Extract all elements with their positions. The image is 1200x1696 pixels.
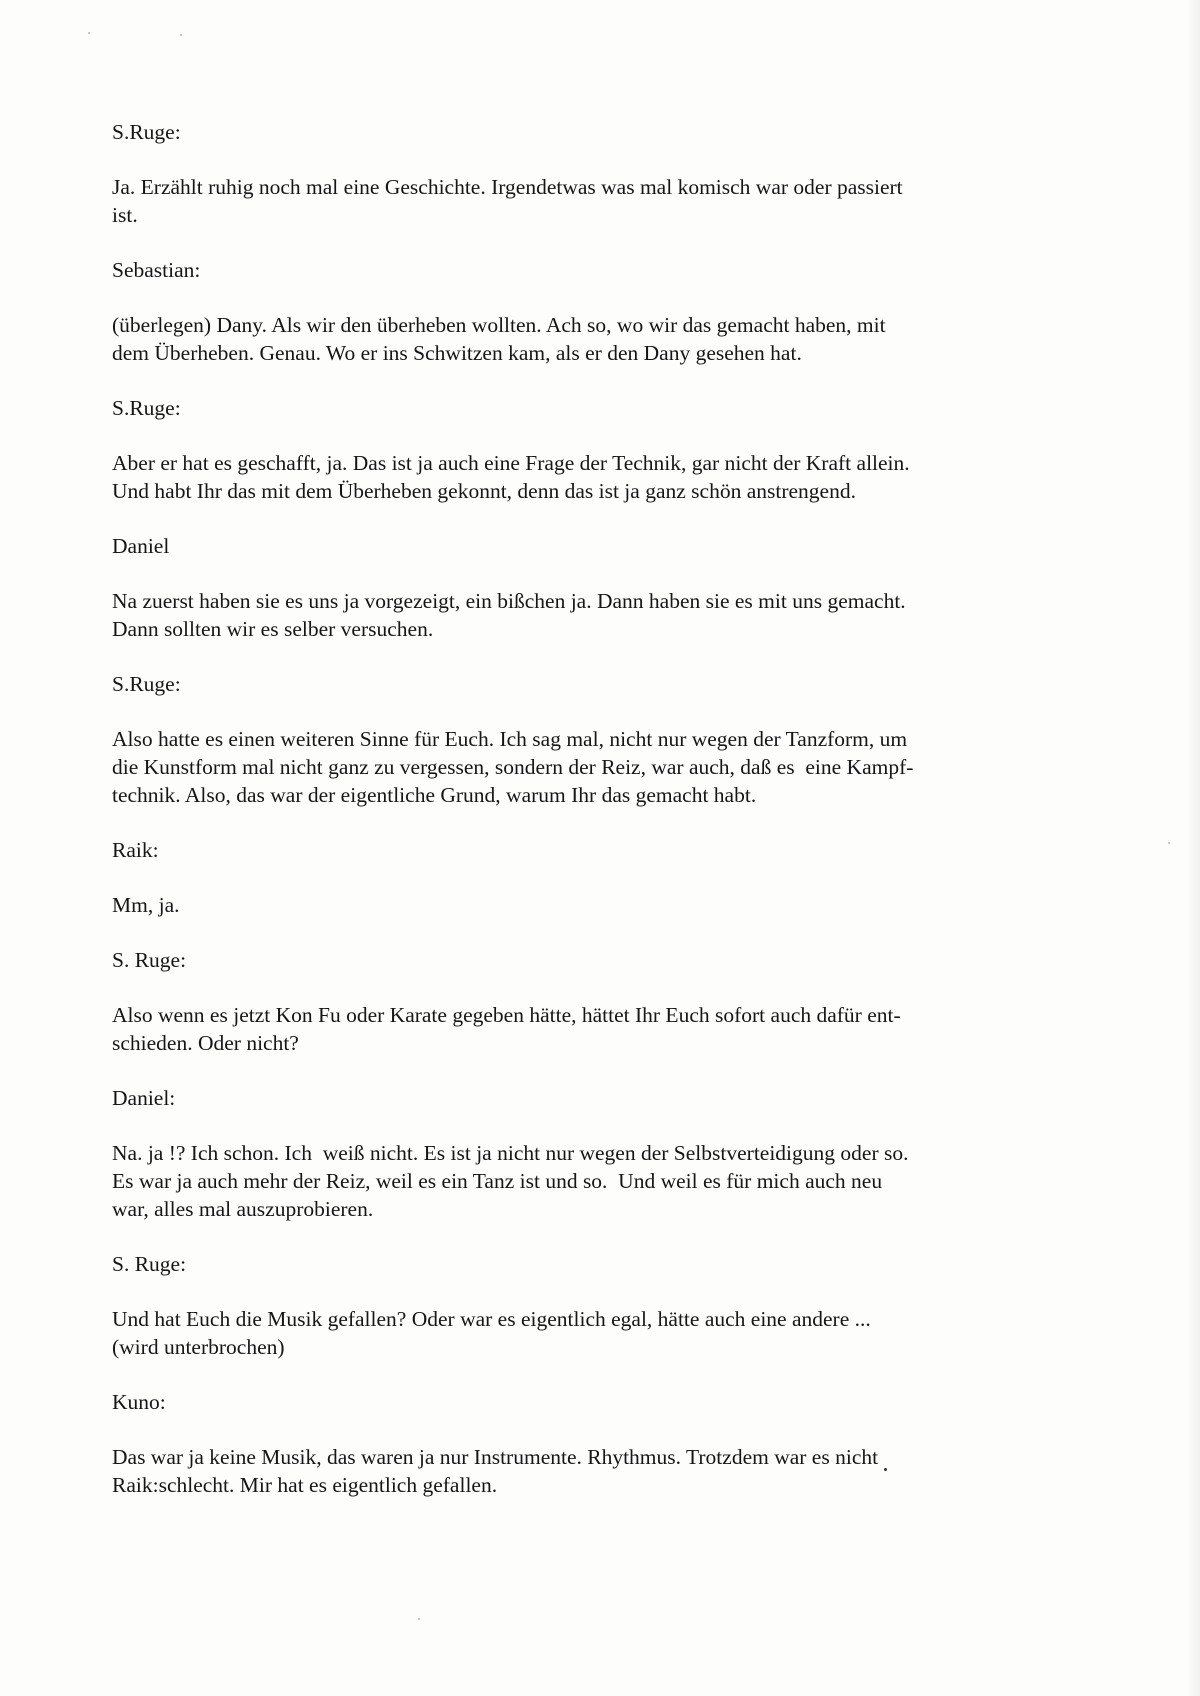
speaker-name: S. Ruge: <box>112 948 187 972</box>
speech-paragraph <box>112 1443 1012 1499</box>
speaker-name: S.Ruge: <box>112 396 181 420</box>
speech-line: Und habt Ihr das mit dem Überheben gekonnt, denn das ist ja ganz schön anstrengend. <box>112 479 856 503</box>
speech-line: Es war ja auch mehr der Reiz, weil es ein Tanz ist und so. Und weil es für mich auch neu <box>112 1169 883 1193</box>
speaker-name: Daniel: <box>112 1086 176 1110</box>
speech-line: dem Überheben. Genau. Wo er ins Schwitzen kam, als er den Dany gesehen hat. <box>112 341 802 365</box>
speech-line: Aber er hat es geschafft, ja. Das ist ja auch eine Frage der Technik, gar nicht der Kraft allein. <box>112 451 910 475</box>
speech-line: Also hatte es einen weiteren Sinne für Euch. Ich sag mal, nicht nur wegen der Tanzform, um <box>112 727 908 751</box>
speech-line: Na zuerst haben sie es uns ja vorgezeigt, ein bißchen ja. Dann haben sie es mit uns gemacht. <box>112 589 906 613</box>
speaker-name: S.Ruge: <box>112 120 181 144</box>
speech-line: Also wenn es jetzt Kon Fu oder Karate gegeben hätte, hättet Ihr Euch sofort auch dafür ent- <box>112 1003 901 1027</box>
speech-line: Und hat Euch die Musik gefallen? Oder war es eigentlich egal, hätte auch eine andere ... <box>112 1307 871 1331</box>
speech-paragraph <box>112 891 1012 919</box>
speaker-name: S.Ruge: <box>112 672 181 696</box>
speech-line: Dann sollten wir es selber versuchen. <box>112 617 434 641</box>
scan-speck <box>1168 842 1170 844</box>
speech-paragraph <box>112 1305 1012 1361</box>
speech-line: war, alles mal auszuprobieren. <box>112 1197 374 1221</box>
speech-line: (wird unterbrochen) <box>112 1335 285 1359</box>
speech-line: (überlegen) Dany. Als wir den überheben wollten. Ach so, wo wir das gemacht haben, mit <box>112 313 886 337</box>
speech-paragraph <box>112 173 1012 229</box>
speech-paragraph <box>112 1001 1012 1057</box>
speech-line: Raik:schlecht. Mir hat es eigentlich gefallen. <box>112 1473 498 1497</box>
speech-paragraph <box>112 725 1012 809</box>
speech-line: schieden. Oder nicht? <box>112 1031 299 1055</box>
speaker-name: S. Ruge: <box>112 1252 187 1276</box>
speech-paragraph <box>112 449 1012 505</box>
scan-speck <box>418 1618 420 1620</box>
speech-line: Das war ja keine Musik, das waren ja nur Instrumente. Rhythmus. Trotzdem war es nicht <box>112 1445 879 1469</box>
speech-line: ist. <box>112 203 138 227</box>
speech-line: Na. ja !? Ich schon. Ich weiß nicht. Es ist ja nicht nur wegen der Selbstverteidigung oder so. <box>112 1141 909 1165</box>
speaker-name: Daniel <box>112 534 170 558</box>
speech-paragraph <box>112 587 1012 643</box>
transcript <box>112 118 1012 1526</box>
speech-line: technik. Also, das war der eigentliche Grund, warum Ihr das gemacht habt. <box>112 783 757 807</box>
speech-line: Mm, ja. <box>112 893 180 917</box>
speaker-name: Sebastian: <box>112 258 201 282</box>
speech-paragraph <box>112 311 1012 367</box>
speaker-name: Raik: <box>112 838 159 862</box>
scan-speck <box>180 34 182 36</box>
speaker-name: Kuno: <box>112 1390 166 1414</box>
scan-speck <box>88 32 90 34</box>
speech-line: die Kunstform mal nicht ganz zu vergessen, sondern der Reiz, war auch, daß es eine Kampf- <box>112 755 914 779</box>
speech-paragraph <box>112 1139 1012 1223</box>
speech-line: Ja. Erzählt ruhig noch mal eine Geschichte. Irgendetwas was mal komisch war oder passiert <box>112 175 903 199</box>
ink-dot <box>884 1468 887 1471</box>
page-edge-shadow <box>1186 0 1200 1696</box>
